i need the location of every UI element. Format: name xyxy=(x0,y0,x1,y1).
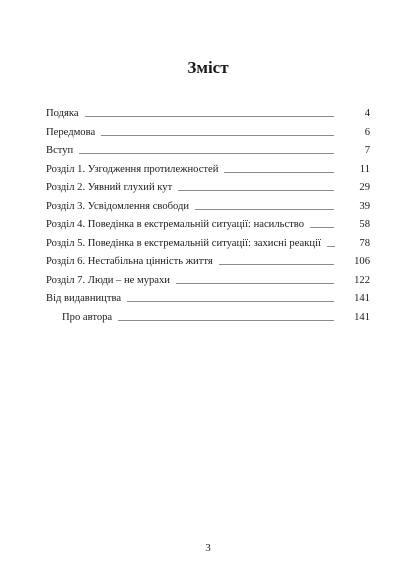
toc-entry-page: 141 xyxy=(354,311,370,323)
toc-entry[interactable] xyxy=(46,143,370,157)
toc-entry-page: 58 xyxy=(359,219,370,230)
leader-line xyxy=(118,320,334,321)
leader-line xyxy=(310,227,334,228)
toc-entry-page: 39 xyxy=(359,200,370,212)
leader-line xyxy=(101,135,334,136)
toc-entry-page: 106 xyxy=(354,256,370,267)
toc-subentry[interactable] xyxy=(46,310,370,324)
leader-line xyxy=(85,116,334,117)
toc-entry[interactable] xyxy=(46,199,370,213)
leader-line xyxy=(195,209,334,210)
toc-entry[interactable] xyxy=(46,125,370,139)
toc-entry-page: 122 xyxy=(354,274,370,286)
toc-entry-label: Розділ 5. Поведінка в екстремальній ситуації: захисні реакції xyxy=(46,237,321,249)
leader-line xyxy=(176,283,334,284)
toc-entry-label: Подяка xyxy=(46,108,79,119)
toc-entry-label: Розділ 3. Усвідомлення свободи xyxy=(46,200,190,212)
toc-entry-label: Розділ 7. Люди – не мурахи xyxy=(46,274,170,286)
toc-entry[interactable] xyxy=(46,236,370,250)
leader-line xyxy=(327,246,335,247)
toc-entry-page: 78 xyxy=(359,237,370,249)
leader-line xyxy=(224,172,334,173)
leader-line xyxy=(178,190,334,191)
toc-entry[interactable] xyxy=(46,273,370,287)
leader-line xyxy=(127,301,334,302)
toc-entry-label: Вступ xyxy=(46,145,74,156)
toc-entry-label: Розділ 1. Узгодження протилежностей xyxy=(46,163,219,175)
toc-entry-label: Від видавництва xyxy=(46,293,122,304)
toc-entry-label: Розділ 2. Уявний глухий кут xyxy=(46,182,173,193)
toc-entry[interactable] xyxy=(46,217,370,231)
toc-entry[interactable] xyxy=(46,106,370,120)
toc-entry-page: 7 xyxy=(364,145,370,156)
table-of-contents xyxy=(46,106,370,328)
toc-entry[interactable] xyxy=(46,254,370,268)
toc-entry-label: Розділ 4. Поведінка в екстремальній ситуації: насильство xyxy=(46,219,305,230)
toc-entry[interactable] xyxy=(46,291,370,305)
toc-entry-page: 141 xyxy=(354,293,370,304)
toc-entry[interactable] xyxy=(46,180,370,194)
toc-entry-page: 6 xyxy=(364,126,370,138)
toc-entry-page: 11 xyxy=(359,163,370,175)
toc-entry-page: 4 xyxy=(364,108,370,119)
leader-line xyxy=(219,264,334,265)
toc-entry-label: Про автора xyxy=(62,311,113,323)
toc-title: Зміст xyxy=(187,58,229,77)
page-number: 3 xyxy=(205,542,211,554)
toc-entry-label: Розділ 6. Нестабільна цінність життя xyxy=(46,256,213,267)
toc-entry[interactable] xyxy=(46,162,370,176)
toc-entry-label: Передмова xyxy=(46,126,96,138)
toc-entry-page: 29 xyxy=(359,182,370,193)
leader-line xyxy=(79,153,334,154)
